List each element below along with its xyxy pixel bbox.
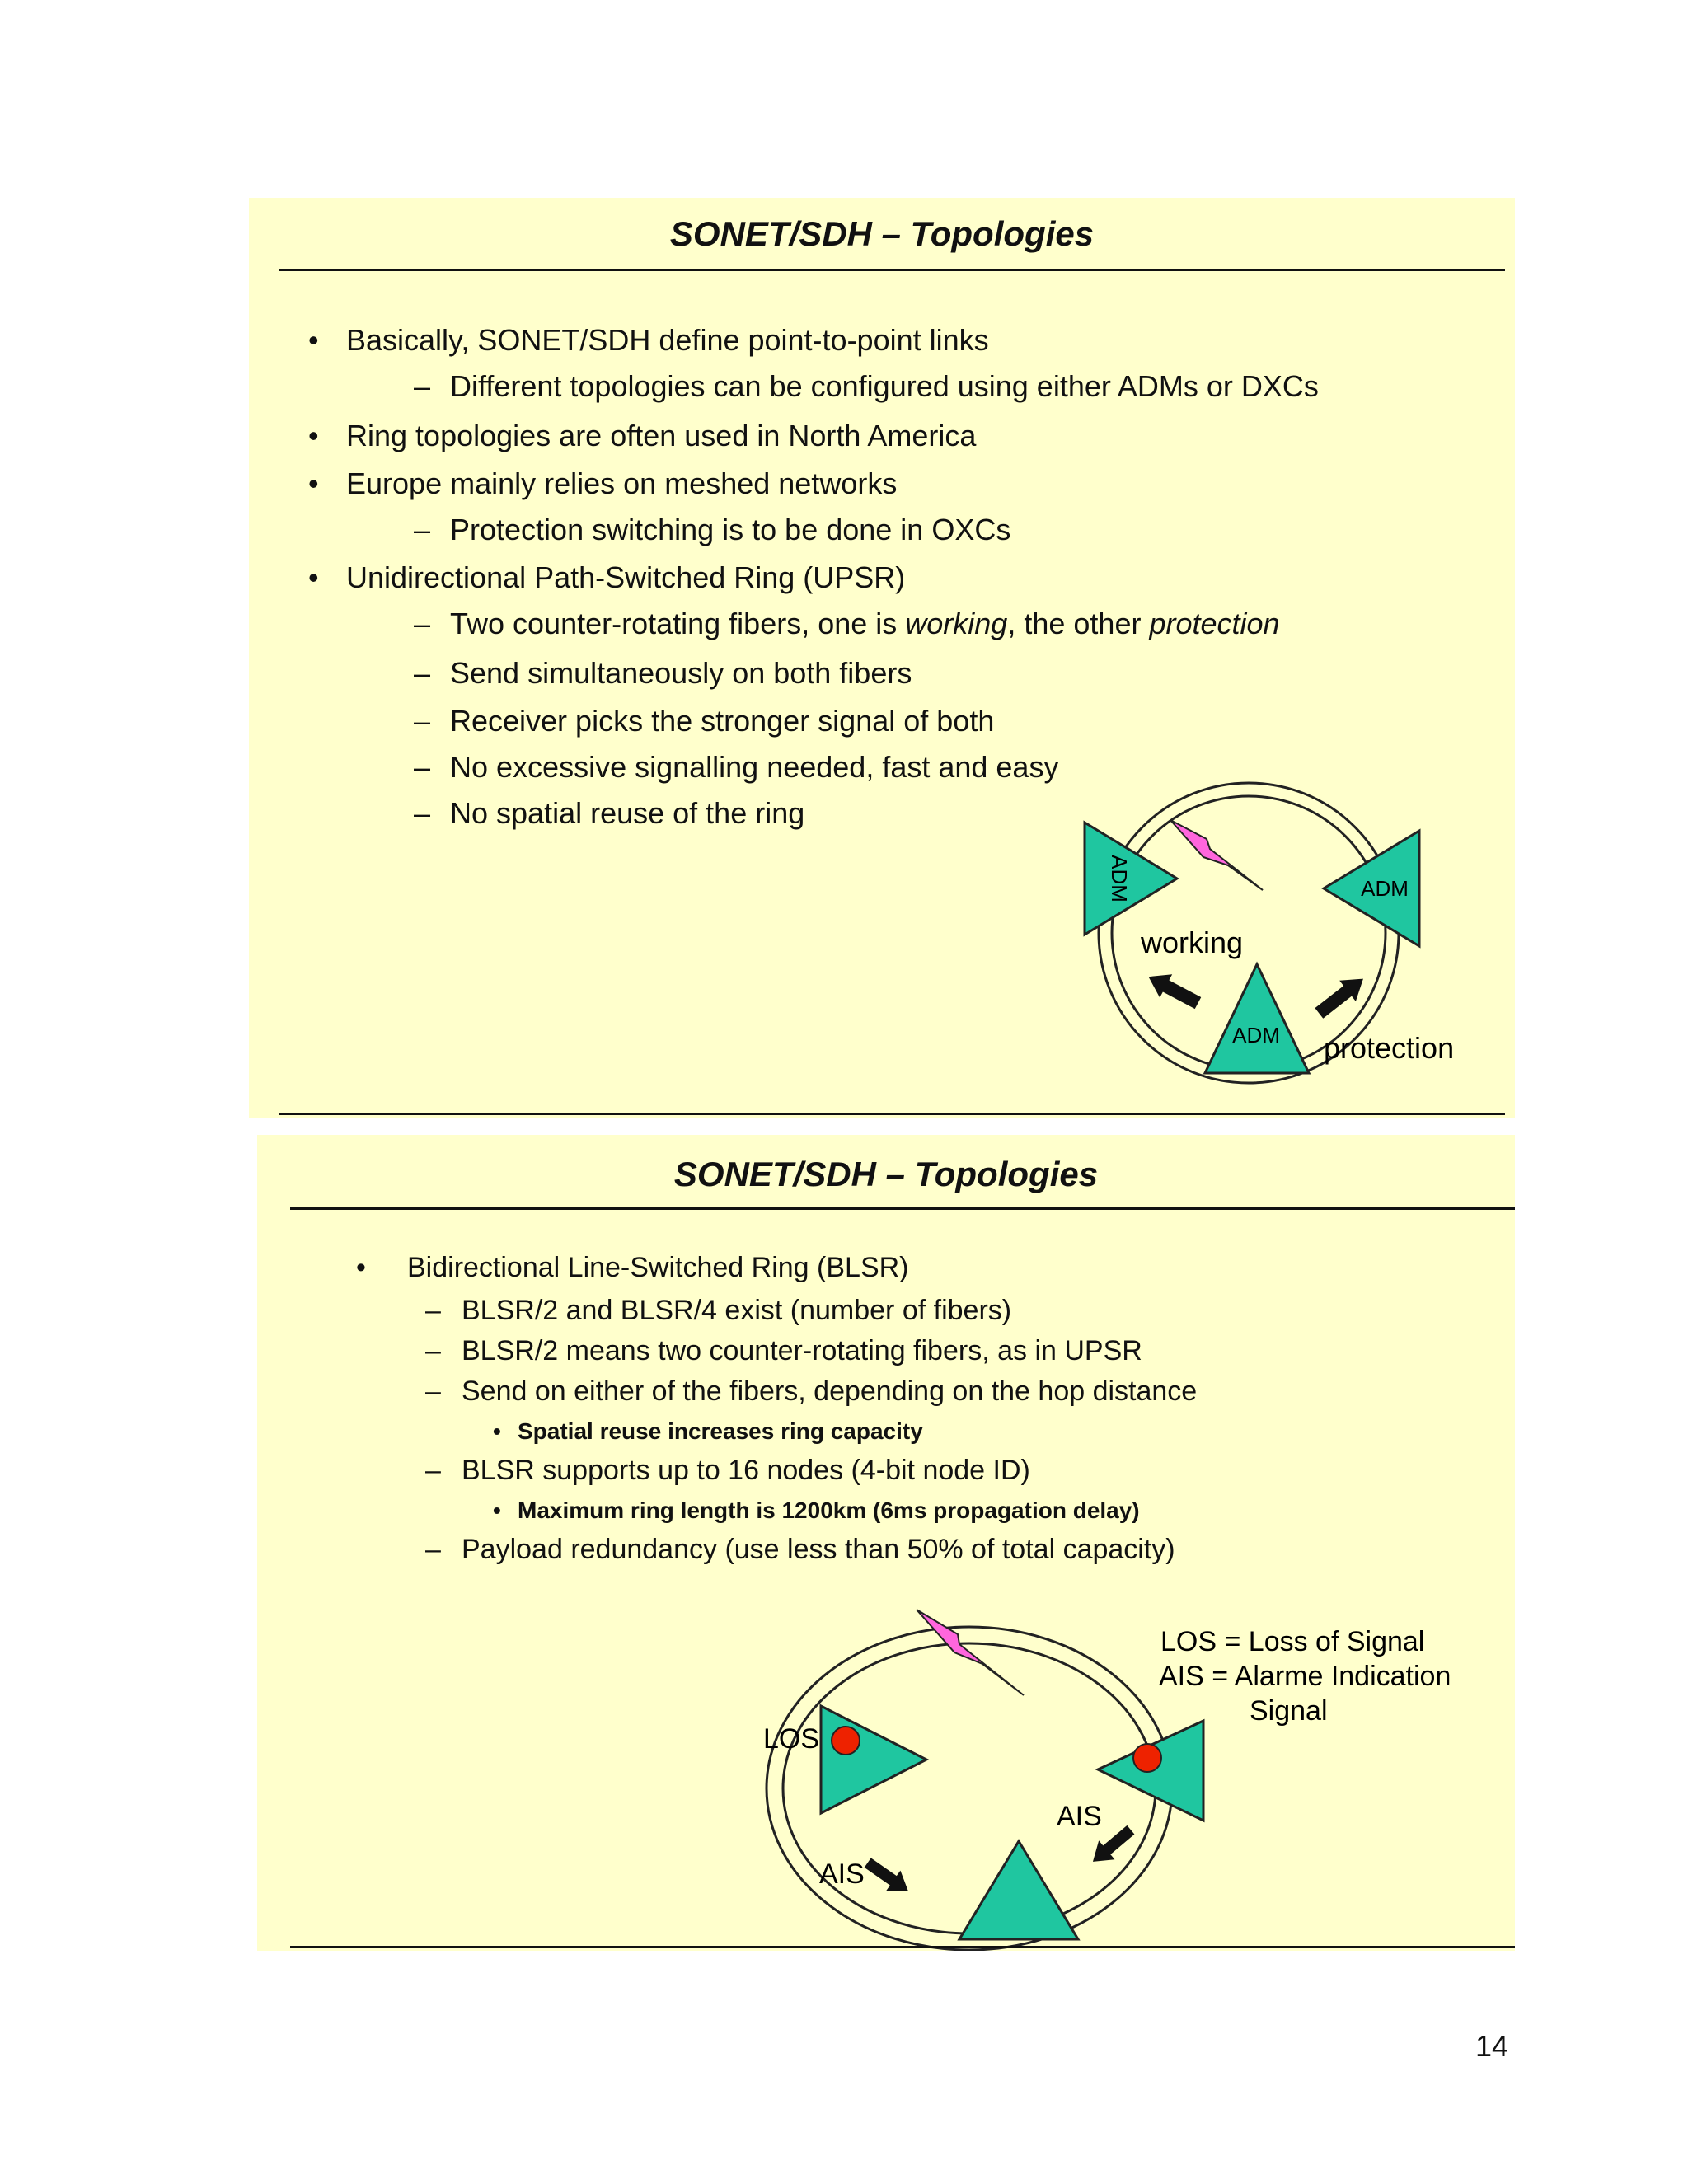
blsr-ring-diagram [257,1135,1515,1951]
page-number: 14 [1475,2029,1509,2063]
bullet-text: BLSR/2 and BLSR/4 exist (number of fibers) [462,1295,1012,1326]
bullet-text-part: Two counter-rotating fibers, one is [450,607,906,640]
bullet-text: Unidirectional Path-Switched Ring (UPSR) [346,560,906,594]
working-arrow-icon [1142,965,1204,1015]
bullet-marker: • [308,560,319,594]
bullet-text: Protection switching is to be done in OXCs [450,513,1011,546]
bullet-marker: • [308,323,319,357]
bottom-rule [279,1113,1505,1115]
bottom-rule [290,1946,1515,1948]
bullet-text: Maximum ring length is 1200km (6ms propagation delay) [518,1497,1140,1523]
bullet-text: Ring topologies are often used in North America [346,419,977,452]
adm-label: ADM [1232,1023,1280,1047]
dash-marker: – [414,704,431,738]
node-left [821,1706,926,1813]
failure-bolt-icon [1170,820,1263,890]
working-label: working [1141,926,1244,959]
ais-label: AIS [1057,1801,1102,1832]
legend-line: Signal [1250,1695,1328,1727]
bullet-text: Send on either of the fibers, depending on the hop distance [462,1376,1198,1407]
bullet-text-part: , the other [1007,607,1150,640]
dash-marker: – [414,607,431,640]
dash-marker: – [425,1376,441,1407]
bullet-text: BLSR supports up to 16 nodes (4-bit node ID) [462,1455,1030,1486]
failure-bolt-icon [917,1610,1024,1695]
dash-marker: – [425,1455,441,1486]
emphasis-working: working [905,607,1008,640]
ais-arrow-left-icon [860,1853,915,1901]
bullet-marker: • [308,419,319,452]
protection-arrow-icon [1311,968,1372,1024]
bullet-marker: • [308,466,319,500]
adm-label: ADM [1361,876,1409,901]
bullet-text: No excessive signalling needed, fast and easy [450,750,1059,784]
emphasis-protection: protection [1149,607,1280,640]
bullet-marker: • [356,1252,366,1283]
slide-upsr [249,198,1515,1118]
bullet-marker: • [493,1497,501,1523]
dash-marker: – [414,796,431,830]
legend-line: AIS = Alarme Indication [1159,1661,1451,1692]
bullet-text: Receiver picks the stronger signal of both [450,704,995,738]
legend-line: LOS = Loss of Signal [1160,1626,1425,1657]
node-bottom [959,1841,1078,1939]
bullet-text: Different topologies can be configured using either ADMs or DXCs [450,369,1319,403]
bullet-marker: • [493,1418,501,1444]
dash-marker: – [425,1335,441,1366]
bullet-text: Send simultaneously on both fibers [450,656,912,690]
dash-marker: – [414,513,431,546]
alarm-dot [1133,1744,1161,1772]
protection-label: protection [1324,1031,1455,1065]
ais-label: AIS [819,1858,865,1890]
los-label: LOS [763,1723,820,1755]
dash-marker: – [414,750,431,784]
bullet-text: Europe mainly relies on meshed networks [346,466,898,500]
dash-marker: – [414,656,431,690]
slide-title: SONET/SDH – Topologies [673,1155,1099,1193]
bullet-text: BLSR/2 means two counter-rotating fibers, as in UPSR [462,1335,1142,1366]
dash-marker: – [425,1295,441,1326]
bullet-text: Spatial reuse increases ring capacity [518,1418,923,1444]
bullet-text: Basically, SONET/SDH define point-to-point links [346,323,989,357]
bullet-text: Payload redundancy (use less than 50% of total capacity) [462,1534,1175,1565]
adm-node-bottom [1205,964,1309,1073]
slide-blsr [257,1135,1515,1951]
bullet-text: No spatial reuse of the ring [450,796,805,830]
los-alarm-dot [832,1727,860,1755]
dash-marker: – [414,369,431,403]
dash-marker: – [425,1534,441,1565]
adm-label: ADM [1107,855,1132,902]
node-right [1098,1721,1203,1821]
bullet-text: Bidirectional Line-Switched Ring (BLSR) [407,1252,909,1283]
slide-title: SONET/SDH – Topologies [669,214,1095,253]
upsr-ring-diagram [249,198,1515,1118]
